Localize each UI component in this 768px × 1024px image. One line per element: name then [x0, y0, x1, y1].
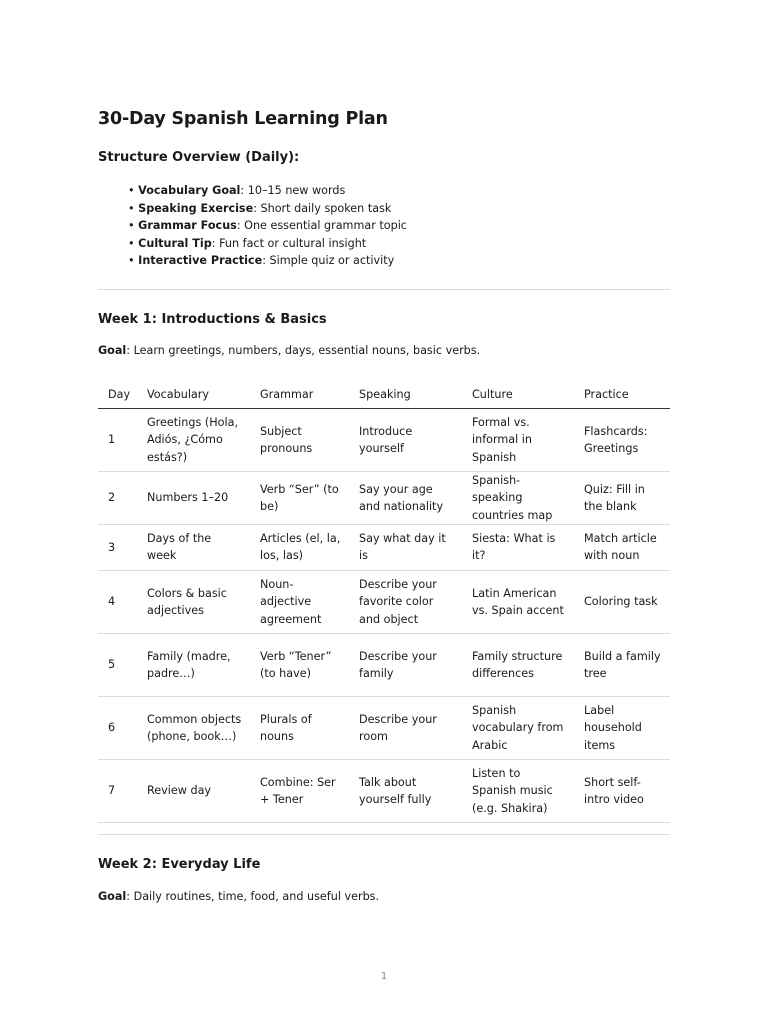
page-title: 30-Day Spanish Learning Plan — [98, 109, 388, 129]
cell-day: 3 — [98, 524, 137, 570]
week2-goal — [98, 890, 379, 903]
cell-practice: Quiz: Fill in the blank — [574, 472, 670, 525]
cell-practice: Flashcards: Greetings — [574, 409, 670, 472]
bullet-label: Grammar Focus — [138, 219, 237, 232]
cell-grammar: Verb “Ser” (to be) — [250, 472, 349, 525]
cell-speaking: Say what day it is — [349, 524, 462, 570]
cell-practice: Build a family tree — [574, 633, 670, 696]
bullet-label: Interactive Practice — [138, 254, 263, 267]
cell-speaking: Say your age and nationality — [349, 472, 462, 525]
column-header-culture: Culture — [462, 381, 574, 409]
cell-culture: Family structure differences — [462, 633, 574, 696]
week1-table — [98, 381, 670, 823]
bullet-label: Cultural Tip — [138, 236, 212, 250]
goal-label: Goal — [98, 344, 127, 357]
section-divider — [98, 834, 670, 835]
cell-culture: Spanish vocabulary from Arabic — [462, 696, 574, 759]
column-header-speaking: Speaking — [349, 381, 462, 409]
column-header-practice: Practice — [574, 381, 670, 409]
list-item: • Grammar Focus: One essential grammar topic — [128, 219, 407, 232]
cell-speaking: Describe your favorite color and object — [349, 570, 462, 633]
cell-speaking: Introduce yourself — [349, 409, 462, 472]
cell-grammar: Noun-adjective agreement — [250, 570, 349, 633]
list-item: • Vocabulary Goal: 10–15 new words — [128, 184, 346, 197]
cell-vocabulary: Numbers 1–20 — [137, 472, 250, 525]
bullet-text: : Simple quiz or activity — [262, 254, 395, 267]
cell-day: 1 — [98, 409, 137, 472]
overview-list — [128, 182, 407, 270]
bullet-text: : Fun fact or cultural insight — [211, 236, 367, 250]
page-number: 1 — [380, 971, 388, 982]
week2-heading: Week 2: Everyday Life — [98, 857, 261, 872]
cell-practice: Match article with noun — [574, 524, 670, 570]
cell-day: 4 — [98, 570, 137, 633]
bullet-text: : Short daily spoken task — [253, 201, 392, 215]
table-row — [98, 409, 670, 472]
column-header-vocabulary: Vocabulary — [137, 381, 250, 409]
cell-vocabulary: Greetings (Hola, Adiós, ¿Cómo estás?) — [137, 409, 250, 472]
table-row — [98, 524, 670, 570]
bullet-label: Vocabulary Goal — [138, 184, 241, 197]
week1-goal — [98, 344, 480, 357]
table-row — [98, 633, 670, 696]
cell-speaking: Describe your family — [349, 633, 462, 696]
cell-culture: Siesta: What is it? — [462, 524, 574, 570]
cell-day: 7 — [98, 759, 137, 822]
table-row — [98, 570, 670, 633]
table-row — [98, 472, 670, 525]
cell-vocabulary: Family (madre, padre…) — [137, 633, 250, 696]
cell-grammar: Plurals of nouns — [250, 696, 349, 759]
cell-grammar: Articles (el, la, los, las) — [250, 524, 349, 570]
overview-heading: Structure Overview (Daily): — [98, 150, 300, 165]
cell-grammar: Verb “Tener” (to have) — [250, 633, 349, 696]
cell-practice: Coloring task — [574, 570, 670, 633]
cell-vocabulary: Review day — [137, 759, 250, 822]
cell-day: 6 — [98, 696, 137, 759]
cell-vocabulary: Days of the week — [137, 524, 250, 570]
bullet-text: : One essential grammar topic — [236, 219, 407, 232]
cell-culture: Spanish-speaking countries map — [462, 472, 574, 525]
section-divider — [98, 289, 670, 290]
cell-speaking: Talk about yourself fully — [349, 759, 462, 822]
table-row — [98, 696, 670, 759]
cell-vocabulary: Common objects (phone, book…) — [137, 696, 250, 759]
cell-grammar: Combine: Ser + Tener — [250, 759, 349, 822]
cell-grammar: Subject pronouns — [250, 409, 349, 472]
goal-text: : Daily routines, time, food, and useful verbs. — [126, 890, 380, 903]
column-header-day: Day — [98, 381, 137, 409]
table-header-row — [98, 381, 670, 409]
cell-culture: Formal vs. informal in Spanish — [462, 409, 574, 472]
cell-culture: Latin American vs. Spain accent — [462, 570, 574, 633]
goal-label: Goal — [98, 890, 127, 903]
cell-speaking: Describe your room — [349, 696, 462, 759]
list-item: • Interactive Practice: Simple quiz or activity — [128, 254, 395, 267]
cell-practice: Short self-intro video — [574, 759, 670, 822]
cell-vocabulary: Colors & basic adjectives — [137, 570, 250, 633]
goal-text: : Learn greetings, numbers, days, essential nouns, basic verbs. — [126, 344, 481, 357]
bullet-label: Speaking Exercise — [138, 201, 254, 215]
cell-practice: Label household items — [574, 696, 670, 759]
week1-heading: Week 1: Introductions & Basics — [98, 312, 327, 327]
list-item: • Cultural Tip: Fun fact or cultural insight — [128, 236, 367, 250]
list-item: • Speaking Exercise: Short daily spoken task — [128, 201, 392, 215]
cell-culture: Listen to Spanish music (e.g. Shakira) — [462, 759, 574, 822]
column-header-grammar: Grammar — [250, 381, 349, 409]
bullet-text: : 10–15 new words — [240, 184, 346, 197]
table-row — [98, 759, 670, 822]
cell-day: 5 — [98, 633, 137, 696]
cell-day: 2 — [98, 472, 137, 525]
